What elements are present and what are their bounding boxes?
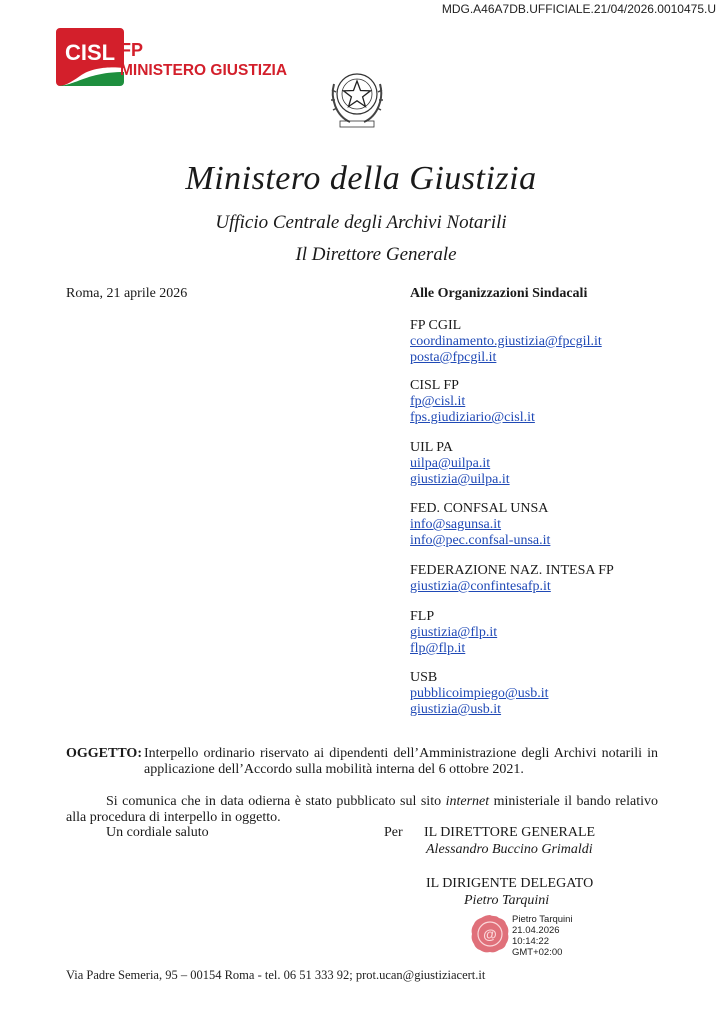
recipient-email[interactable]: fp@cisl.it [410, 394, 466, 409]
svg-text:@: @ [483, 926, 497, 942]
recipients-title: Alle Organizzazioni Sindacali [410, 286, 588, 301]
recipient-name: FEDERAZIONE NAZ. INTESA FP [410, 563, 614, 578]
delegate-name: Pietro Tarquini [464, 893, 550, 908]
body-paragraph [66, 794, 658, 826]
italian-emblem-icon [326, 64, 388, 130]
signature-per: Per [384, 825, 403, 840]
recipient-email[interactable]: info@sagunsa.it [410, 517, 502, 532]
digital-signature-stamp-icon [470, 914, 510, 954]
recipient-name: USB [410, 670, 438, 685]
recipient-name: FP CGIL [410, 318, 462, 333]
recipient-email[interactable]: fps.giudiziario@cisl.it [410, 410, 535, 425]
recipient-name: CISL FP [410, 378, 459, 393]
subject-label: OGGETTO: [66, 746, 142, 761]
recipient-email[interactable]: info@pec.confsal-unsa.it [410, 533, 551, 548]
director-title: IL DIRETTORE GENERALE [424, 825, 596, 840]
role-title: Il Direttore Generale [295, 244, 457, 265]
recipient-email[interactable]: giustizia@uilpa.it [410, 472, 510, 487]
body-text-before: Si comunica che in data odierna è stato pubblicato sul sito [106, 794, 446, 809]
recipient-group-fp-cgil [410, 318, 602, 366]
subject-block [66, 746, 658, 778]
recipient-email[interactable]: posta@fpcgil.it [410, 350, 497, 365]
recipient-email[interactable]: giustizia@usb.it [410, 702, 502, 717]
cisl-fp-logo [56, 28, 296, 96]
closing-greeting: Un cordiale saluto [106, 825, 209, 840]
recipient-name: FLP [410, 609, 435, 624]
cisl-logo-icon [56, 28, 124, 86]
recipient-group-usb [410, 670, 549, 718]
recipient-email[interactable]: giustizia@confintesafp.it [410, 579, 551, 594]
recipient-email[interactable]: uilpa@uilpa.it [410, 456, 491, 471]
svg-text:CISL: CISL [64, 40, 116, 65]
digital-signer: Pietro Tarquini [512, 914, 573, 925]
subject-text: Interpello ordinario riservato ai dipendenti dell’Amministrazione degli Archivi notarili in applicazione dell’Accordo sulla mobilità interna del 6 ottobre 2021. [144, 746, 658, 777]
recipient-name: UIL PA [410, 440, 453, 455]
recipient-email[interactable]: flp@flp.it [410, 641, 466, 656]
delegate-title: IL DIRIGENTE DELEGATO [426, 876, 594, 891]
ministry-title: Ministero della Giustizia [185, 160, 537, 197]
body-text-after: ministeriale il bando relativo alla procedura di interpello in oggetto. [66, 794, 659, 825]
logo-fp: FP [120, 40, 144, 60]
recipient-group-intesa-fp [410, 563, 614, 595]
recipient-email[interactable]: coordinamento.giustizia@fpcgil.it [410, 334, 602, 349]
recipient-group-uil-pa [410, 440, 510, 488]
digital-signature-text [512, 914, 573, 958]
footer-address: Via Padre Semeria, 95 – 00154 Roma - tel. 06 51 333 92; prot.ucan@giustiziacert.it [66, 968, 486, 982]
recipient-email[interactable]: giustizia@flp.it [410, 625, 498, 640]
recipient-group-flp [410, 609, 497, 657]
body-emphasis: internet [445, 794, 490, 809]
director-name: Alessandro Buccino Grimaldi [426, 842, 593, 857]
digital-time: 10:14:22 [512, 936, 549, 947]
letter-date: Roma, 21 aprile 2026 [66, 286, 188, 301]
protocol-number: MDG.A46A7DB.UFFICIALE.21/04/2026.0010475.U [441, 2, 716, 16]
recipient-email[interactable]: pubblicoimpiego@usb.it [410, 686, 549, 701]
logo-subtitle: MINISTERO GIUSTIZIA [120, 62, 288, 79]
office-title: Ufficio Centrale degli Archivi Notarili [215, 212, 507, 233]
recipient-group-cisl-fp [410, 378, 535, 426]
recipient-group-confsal-unsa [410, 501, 550, 549]
recipient-name: FED. CONFSAL UNSA [410, 501, 549, 516]
digital-date: 21.04.2026 [512, 925, 560, 936]
digital-timezone: GMT+02:00 [512, 947, 563, 958]
